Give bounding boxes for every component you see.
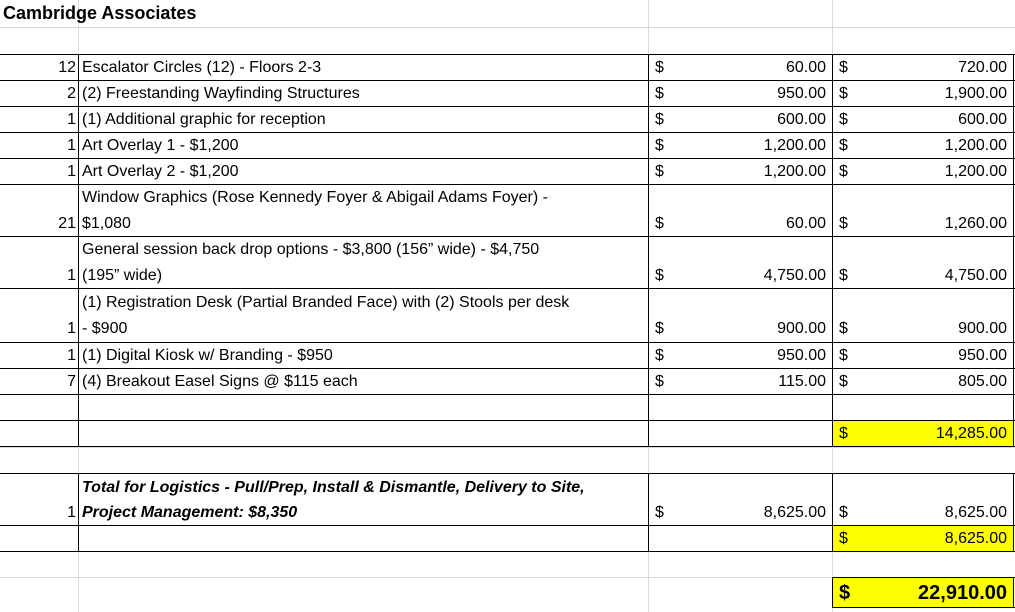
item-description-line2[interactable]: - $900 xyxy=(82,320,128,337)
item-total[interactable]: 1,900.00 xyxy=(944,85,1007,102)
border xyxy=(832,577,1015,578)
item-qty[interactable]: 1 xyxy=(67,111,76,128)
item-total-sign: $ xyxy=(839,137,848,154)
item-total[interactable]: 1,200.00 xyxy=(944,163,1007,180)
item-total[interactable]: 600.00 xyxy=(958,111,1007,128)
item-unit-price[interactable]: 1,200.00 xyxy=(763,163,826,180)
logistics-unit-price[interactable]: 8,625.00 xyxy=(763,504,826,521)
item-qty[interactable]: 2 xyxy=(67,85,76,102)
item-qty[interactable]: 1 xyxy=(67,267,76,284)
sheet-title: Cambridge Associates xyxy=(3,3,197,23)
item-qty[interactable]: 1 xyxy=(67,163,76,180)
logistics-description-line2[interactable]: Project Management: $8,350 xyxy=(82,504,298,521)
logistics-unit-sign: $ xyxy=(655,504,664,521)
border xyxy=(1013,54,1014,447)
item-total[interactable]: 4,750.00 xyxy=(944,267,1007,284)
item-description-line1[interactable]: Window Graphics (Rose Kennedy Foyer & Abigail Adams Foyer) - xyxy=(82,189,548,206)
item-unit-price[interactable]: 60.00 xyxy=(785,215,826,232)
item-total[interactable]: 900.00 xyxy=(958,320,1007,337)
logistics-description-line1[interactable]: Total for Logistics - Pull/Prep, Install & Dismantle, Delivery to Site, xyxy=(82,479,585,496)
item-unit-sign: $ xyxy=(655,85,664,102)
item-qty[interactable]: 12 xyxy=(58,59,76,76)
item-description-line1[interactable]: (1) Registration Desk (Partial Branded Face) with (2) Stools per desk xyxy=(82,294,570,311)
logistics-total[interactable]: 8,625.00 xyxy=(944,504,1007,521)
item-unit-sign: $ xyxy=(655,137,664,154)
item-description[interactable]: (1) Digital Kiosk w/ Branding - $950 xyxy=(82,347,333,364)
item-unit-price[interactable]: 1,200.00 xyxy=(763,137,826,154)
item-description-line2[interactable]: $1,080 xyxy=(82,215,131,232)
item-unit-price[interactable]: 950.00 xyxy=(777,347,826,364)
item-unit-price[interactable]: 4,750.00 xyxy=(763,267,826,284)
item-description-line2[interactable]: (195” wide) xyxy=(82,267,163,284)
item-qty[interactable]: 1 xyxy=(67,320,76,337)
gridline xyxy=(0,27,1015,28)
logistics-subtotal-value[interactable]: 8,625.00 xyxy=(944,530,1007,547)
item-total-sign: $ xyxy=(839,320,848,337)
item-total-sign: $ xyxy=(839,59,848,76)
border xyxy=(1013,577,1014,608)
item-total[interactable]: 1,200.00 xyxy=(944,137,1007,154)
item-total[interactable]: 720.00 xyxy=(958,59,1007,76)
item-unit-sign: $ xyxy=(655,111,664,128)
border xyxy=(78,54,79,447)
item-total-sign: $ xyxy=(839,85,848,102)
item-description-line1[interactable]: General session back drop options - $3,800 (156” wide) - $4,750 xyxy=(82,241,540,258)
item-unit-sign: $ xyxy=(655,59,664,76)
item-unit-sign: $ xyxy=(655,267,664,284)
item-total-sign: $ xyxy=(839,267,848,284)
item-total[interactable]: 805.00 xyxy=(958,373,1007,390)
item-description[interactable]: (2) Freestanding Wayfinding Structures xyxy=(82,85,360,102)
item-description[interactable]: Art Overlay 1 - $1,200 xyxy=(82,137,239,154)
item-total[interactable]: 1,260.00 xyxy=(944,215,1007,232)
gridline xyxy=(0,447,1015,448)
border xyxy=(1013,473,1014,552)
logistics-qty[interactable]: 1 xyxy=(67,504,76,521)
item-unit-sign: $ xyxy=(655,373,664,390)
item-qty[interactable]: 1 xyxy=(67,347,76,364)
item-total[interactable]: 950.00 xyxy=(958,347,1007,364)
subtotal-value[interactable]: 14,285.00 xyxy=(935,425,1007,442)
item-unit-price[interactable]: 115.00 xyxy=(778,373,826,390)
subtotal-sign: $ xyxy=(839,425,848,442)
item-unit-sign: $ xyxy=(655,347,664,364)
item-unit-price[interactable]: 950.00 xyxy=(777,85,826,102)
logistics-subtotal-sign: $ xyxy=(839,530,848,547)
item-total-sign: $ xyxy=(839,111,848,128)
item-description[interactable]: Art Overlay 2 - $1,200 xyxy=(82,163,239,180)
item-description[interactable]: (4) Breakout Easel Signs @ $115 each xyxy=(82,373,358,390)
item-unit-sign: $ xyxy=(655,215,664,232)
border xyxy=(0,473,1015,474)
item-description[interactable]: Escalator Circles (12) - Floors 2-3 xyxy=(82,59,322,76)
item-qty[interactable]: 7 xyxy=(67,373,76,390)
item-total-sign: $ xyxy=(839,347,848,364)
grand-total-value[interactable]: 22,910.00 xyxy=(918,582,1007,604)
item-total-sign: $ xyxy=(839,163,848,180)
item-qty[interactable]: 1 xyxy=(67,137,76,154)
item-description[interactable]: (1) Additional graphic for reception xyxy=(82,111,326,128)
item-unit-price[interactable]: 600.00 xyxy=(777,111,826,128)
border xyxy=(78,473,79,552)
logistics-total-sign: $ xyxy=(839,504,848,521)
item-unit-price[interactable]: 900.00 xyxy=(777,320,826,337)
item-total-sign: $ xyxy=(839,215,848,232)
border xyxy=(832,607,1015,608)
item-total-sign: $ xyxy=(839,373,848,390)
item-unit-sign: $ xyxy=(655,320,664,337)
item-unit-price[interactable]: 60.00 xyxy=(785,59,826,76)
item-unit-sign: $ xyxy=(655,163,664,180)
grand-total-sign: $ xyxy=(839,582,851,604)
item-qty[interactable]: 21 xyxy=(58,215,76,232)
